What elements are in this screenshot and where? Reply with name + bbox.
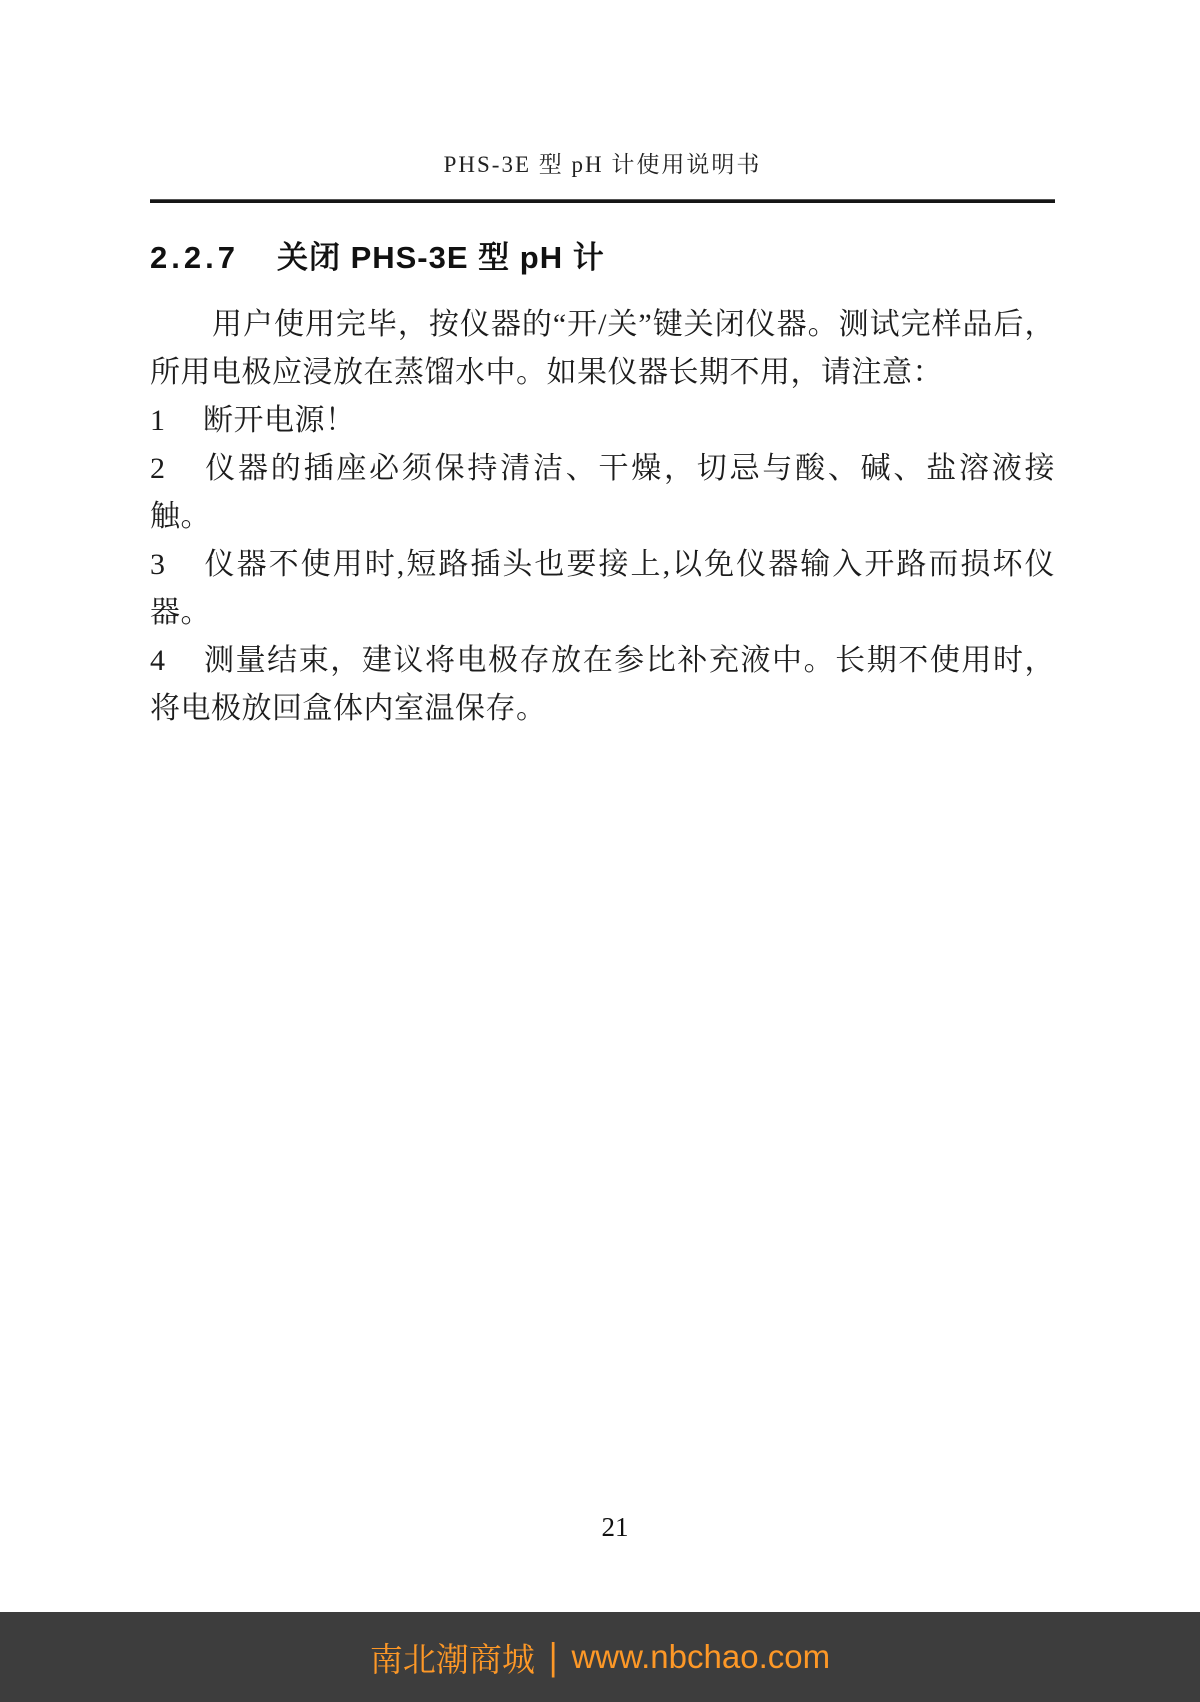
footer-brand: 南北潮商城 [369,1640,535,1678]
section-number: 2.2.7 [150,240,239,275]
list-item-number: 2 [150,452,165,485]
list-item-number: 1 [150,404,165,437]
section-heading [150,237,1055,279]
page-number: 21 [601,1512,629,1542]
header-rule-divider [150,199,1055,203]
footer-separator: | [548,1635,558,1678]
footer-url: www.nbchao.com [571,1638,831,1675]
list-item-text: 仪器不使用时,短路插头也要接上,以免仪器输入开路而损坏仪器。 [150,548,1055,629]
list-item [150,541,1055,637]
page-content [150,237,1055,733]
list-item-text: 测量结束，建议将电极存放在参比补充液中。长期不使用时，将电极放回盒体内室温保存。 [150,644,1055,725]
list-item-text: 仪器的插座必须保持清洁、干燥，切忌与酸、碱、盐溶液接触。 [150,452,1055,533]
list-item [150,397,1055,445]
footer-watermark-bar [0,1612,1200,1702]
list-item [150,445,1055,541]
section-title: 关闭 PHS-3E 型 pH 计 [276,240,605,275]
list-item-number: 4 [150,644,165,677]
intro-paragraph: 用户使用完毕，按仪器的“开/关”键关闭仪器。测试完样品后，所用电极应浸放在蒸馏水中。如果仪器长期不用，请注意： [150,308,1055,389]
list-item-number: 3 [150,548,165,581]
document-header-title: PHS-3E 型 pH 计使用说明书 [443,152,762,177]
list-item [150,637,1055,733]
list-item-text: 断开电源！ [203,404,356,437]
